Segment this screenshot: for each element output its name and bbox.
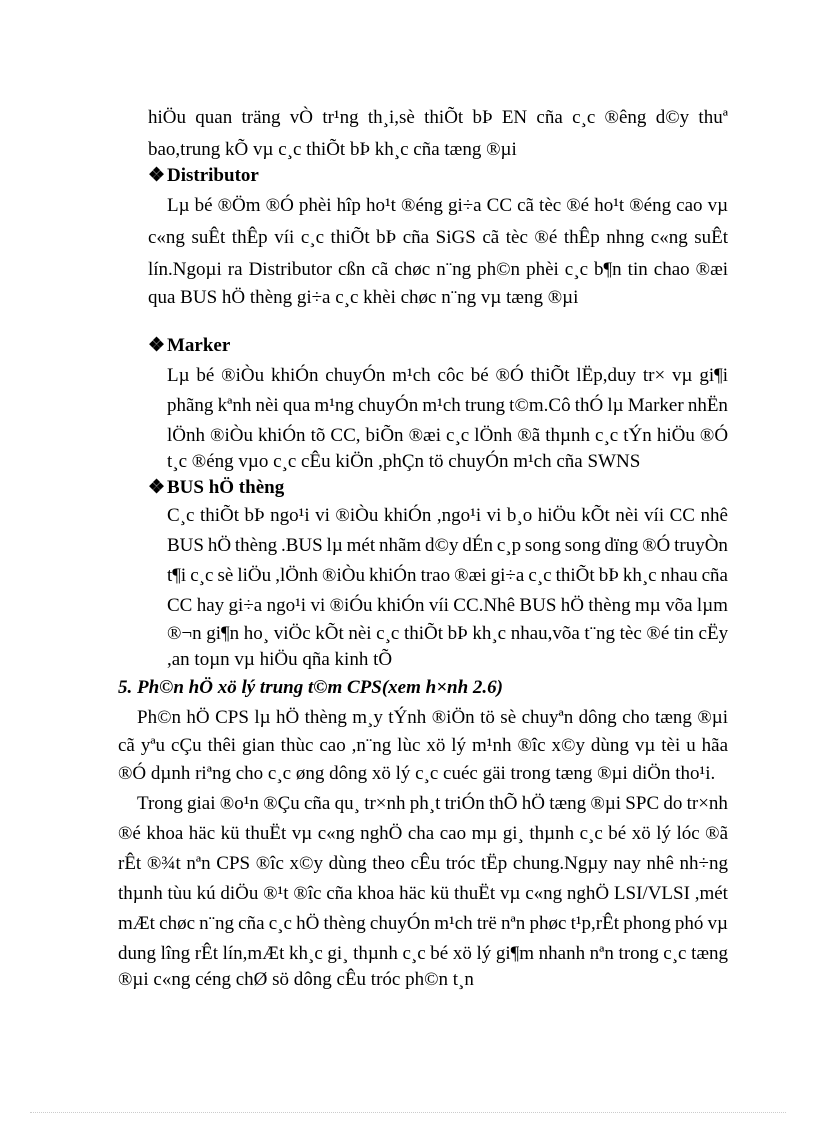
text-line: C¸c thiÕt bÞ ngo¹i vi ®iÒu khiÓn ,ngo¹i vi b¸o hiÖu kÕt nèi víi CC nhê xyxy=(167,505,728,526)
bullet-heading xyxy=(148,334,230,358)
text-line: t¸c ®éng vµo c¸c cÊu kiÖn ,phÇn tö chuyÓn m¹ch cña SWNS xyxy=(167,451,641,472)
page-bottom-border xyxy=(30,1112,786,1113)
text-line: ®Ó dµnh riªng cho c¸c øng dông xö lý c¸c cuéc gäi trong tæng ®µi diÖn tho¹i. xyxy=(118,763,716,784)
text-line: BUS hÖ thèng .BUS lµ mét nhãm d©y dÉn c¸p song song dïng ®Ó truyÒn xyxy=(167,535,728,556)
text-line: ,an toµn vµ hiÖu qña kinh tÕ xyxy=(167,649,393,670)
text-line: thµnh tùu kú diÖu ®¹t ®îc cña khoa häc kü thuËt vµ c«ng nghÖ LSI/VLSI ,mét xyxy=(118,883,728,904)
text-line: cã yªu cÇu thêi gian thùc cao ,n¨ng lùc xö lý m¹nh ®îc x©y dùng vµ tèi u hãa xyxy=(118,735,729,756)
section-heading xyxy=(118,676,503,700)
text-line: lín.Ngoµi ra Distributor cßn cã chøc n¨ng ph©n phèi c¸c b¶n tin chao ®æi xyxy=(148,259,729,280)
text-line: ®¬n gi¶n ho¸ viÖc kÕt nèi c¸c thiÕt bÞ kh¸c nhau,võa t¨ng tèc ®é tin cËy xyxy=(167,623,729,644)
text-line: lÖnh ®iÒu khiÓn tõ CC, biÕn ®æi c¸c lÖnh ®ã thµnh c¸c tÝn hiÖu ®Ó xyxy=(167,425,729,446)
heading-text: BUS hÖ thèng xyxy=(167,477,285,498)
heading-text: Distributor xyxy=(167,165,259,186)
text-line: bao,trung kÕ vµ c¸c thiÕt bÞ kh¸c cña tæng ®µi xyxy=(148,139,517,160)
text-line: CC hay gi÷a ngo¹i vi ®iÓu khiÓn víi CC.Nhê BUS hÖ thèng mµ võa lµm xyxy=(167,595,728,616)
text-line: Lµ bé ®iÒu khiÓn chuyÓn m¹ch côc bé ®Ó thiÕt lËp,duy tr× vµ gi¶i xyxy=(167,365,728,386)
text-line: ®é khoa häc kü thuËt vµ c«ng nghÖ cha cao mµ gi¸ thµnh c¸c bé xö lý lóc ®ã xyxy=(118,823,729,844)
bullet-heading xyxy=(148,476,284,500)
text-line: Ph©n hÖ CPS lµ hÖ thèng m¸y tÝnh ®iÖn tö sè chuyªn dông cho tæng ®µi xyxy=(137,707,729,728)
heading-text: 5. Ph©n hÖ xö lý trung t©m CPS(xem h×nh 2.6) xyxy=(118,677,503,698)
text-line: hiÖu quan träng vÒ tr¹ng th¸i,sè thiÕt bÞ EN cña c¸c ®êng d©y thuª xyxy=(148,107,728,128)
bullet-heading xyxy=(148,164,259,188)
text-line: Lµ bé ®Öm ®Ó phèi hîp ho¹t ®éng gi÷a CC cã tèc ®é ho¹t ®éng cao vµ xyxy=(167,195,729,216)
text-line: rÊt ®¾t nªn CPS ®îc x©y dùng theo cÊu tróc tËp chung.Ngµy nay nhê nh÷ng xyxy=(118,853,728,874)
text-line: phãng kªnh nèi qua m¹ng chuyÓn m¹ch trung t©m.Cô thÓ lµ Marker nhËn xyxy=(167,395,728,416)
diamond-bullet-icon: ❖ xyxy=(148,165,166,186)
text-line: dung lîng rÊt lín,mÆt kh¸c gi¸ thµnh c¸c bé xö lý gi¶m nhanh nªn trong c¸c tæng xyxy=(118,943,729,964)
text-line: Trong giai ®o¹n ®Çu cña qu¸ tr×nh ph¸t triÓn thÕ hÖ tæng ®µi SPC do tr×nh xyxy=(137,793,728,814)
text-line: ®µi c«ng céng chØ sö dông cÊu tróc ph©n t¸n xyxy=(118,969,474,990)
text-line: c«ng suÊt thÊp víi c¸c thiÕt bÞ cña SiGS cã tèc ®é thÊp nhng c«ng suÊt xyxy=(148,227,729,248)
diamond-bullet-icon: ❖ xyxy=(148,335,166,356)
heading-text: Marker xyxy=(167,335,231,356)
diamond-bullet-icon: ❖ xyxy=(148,477,166,498)
text-line: t¶i c¸c sè liÖu ,lÖnh ®iÒu khiÓn trao ®æi gi÷a c¸c thiÕt bÞ kh¸c nhau cña xyxy=(167,565,728,586)
text-line: qua BUS hÖ thèng gi÷a c¸c khèi chøc n¨ng vµ tæng ®µi xyxy=(148,287,579,308)
text-line: mÆt chøc n¨ng cña c¸c hÖ thèng chuyÓn m¹ch trë nªn phøc t¹p,rÊt phong phó vµ xyxy=(118,913,728,934)
